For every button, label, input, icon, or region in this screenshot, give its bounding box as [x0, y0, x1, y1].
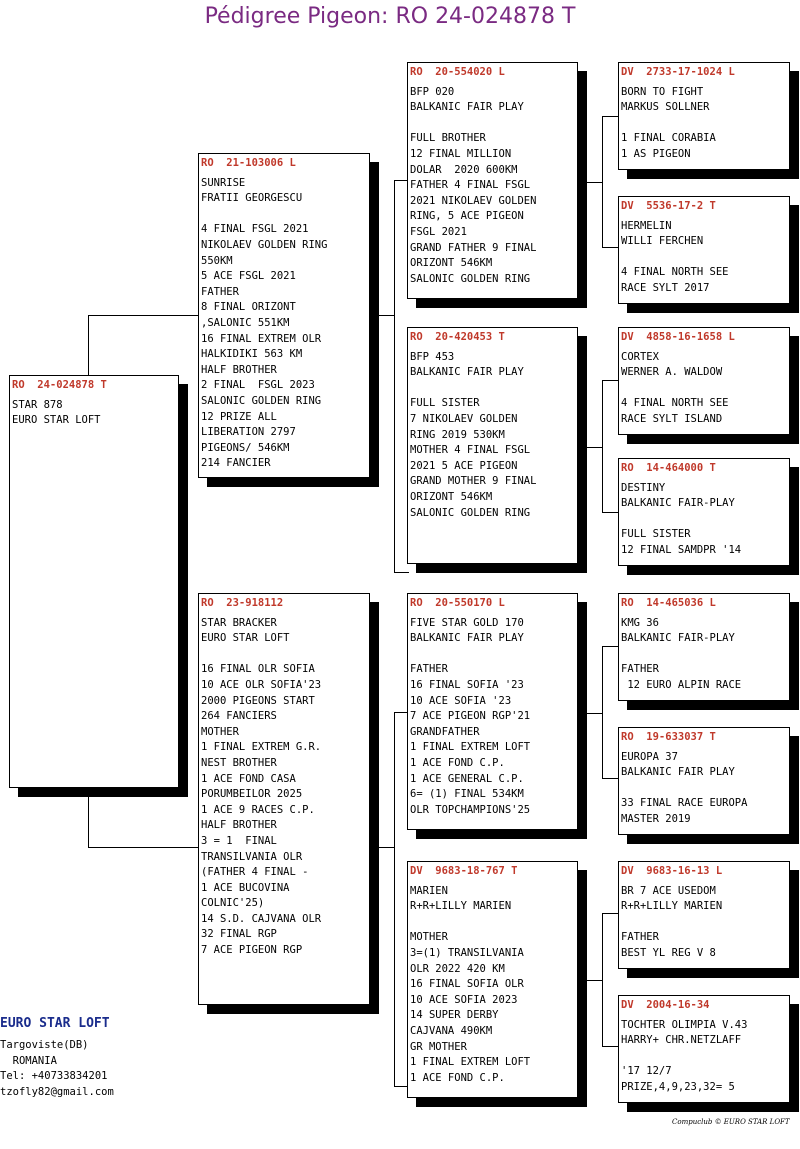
pedigree-line: CORTEX: [621, 350, 659, 363]
pedigree-line: MARKUS SOLLNER: [621, 101, 710, 114]
pedigree-line: 4 FINAL NORTH SEE: [621, 266, 729, 279]
pedigree-card-sire-dam: [407, 327, 578, 564]
pedigree-line: STAR 878: [12, 398, 63, 411]
pedigree-line: FSGL 2021: [410, 225, 467, 238]
pedigree-line: 2000 PIGEONS START: [201, 694, 315, 707]
pedigree-line: [621, 381, 787, 397]
ring-number: RO 14-464000 T: [621, 462, 716, 474]
pedigree-line: ORIZONT 546KM: [410, 490, 493, 503]
ring-number: RO 14-465036 L: [621, 597, 716, 609]
pedigree-line: FULL SISTER: [410, 397, 480, 410]
ring-number: DV 4858-16-1658 L: [621, 331, 735, 343]
ring-number: RO 19-633037 T: [621, 731, 716, 743]
pedigree-line: FULL SISTER: [621, 528, 691, 541]
pedigree-line: MARIEN: [410, 884, 448, 897]
pedigree-line: BORN TO FIGHT: [621, 85, 704, 98]
pedigree-line: [201, 207, 367, 223]
pedigree-line: [621, 915, 787, 931]
connector-line: [88, 315, 200, 316]
pedigree-line: 1 ACE BUCOVINA: [201, 881, 290, 894]
loft-country: ROMANIA: [0, 1054, 57, 1067]
pedigree-line: 10 ACE SOFIA '23: [410, 694, 512, 707]
pedigree-line: FATHER: [621, 931, 659, 944]
ring-number: DV 9683-18-767 T: [410, 865, 518, 877]
pedigree-line: FATHER: [201, 285, 239, 298]
pedigree-line: MOTHER 4 FINAL FSGL: [410, 444, 531, 457]
pedigree-line: COLNIC'25): [201, 897, 265, 910]
ring-number: RO 20-554020 L: [410, 66, 505, 78]
pedigree-line: BALKANIC FAIR-PLAY: [621, 632, 735, 645]
pedigree-line: RING, 5 ACE PIGEON: [410, 210, 524, 223]
pedigree-line: PIGEONS/ 546KM: [201, 441, 290, 454]
connector-line: [602, 913, 603, 1047]
pedigree-line: [621, 647, 787, 663]
pedigree-line: [410, 647, 575, 663]
pedigree-line: 2021 5 ACE PIGEON: [410, 459, 518, 472]
pedigree-line: (FATHER 4 FINAL -: [201, 866, 309, 879]
pedigree-line: OLR TOPCHAMPIONS'25: [410, 803, 531, 816]
pedigree-line: 7 ACE PIGEON RGP: [201, 944, 303, 957]
pedigree-line: ORIZONT 546KM: [410, 257, 493, 270]
pedigree-line: R+R+LILLY MARIEN: [621, 900, 723, 913]
pedigree-line: BEST YL REG V 8: [621, 946, 716, 959]
connector-line: [602, 646, 603, 779]
pedigree-line: MASTER 2019: [621, 812, 691, 825]
pedigree-line: RACE SYLT ISLAND: [621, 412, 723, 425]
ring-number: RO 24-024878 T: [12, 379, 107, 391]
pedigree-line: 2 FINAL FSGL 2023: [201, 379, 315, 392]
pedigree-line: HALF BROTHER: [201, 363, 277, 376]
pedigree-line: 1 ACE FOND C.P.: [410, 1071, 505, 1084]
pedigree-line: 12 EURO ALPIN RACE: [621, 678, 742, 691]
pedigree-line: 2021 NIKOLAEV GOLDEN: [410, 194, 537, 207]
pedigree-line: CAJVANA 490KM: [410, 1024, 493, 1037]
pedigree-card-sire: [198, 153, 370, 478]
pedigree-line: 4 FINAL NORTH SEE: [621, 397, 729, 410]
pedigree-line: ,SALONIC 551KM: [201, 316, 290, 329]
connector-line: [586, 980, 603, 981]
pedigree-card-sire-sire: [407, 62, 578, 299]
pedigree-line: BR 7 ACE USEDOM: [621, 884, 716, 897]
loft-email: tzofly82@gmail.com: [0, 1085, 114, 1098]
pedigree-line: FULL BROTHER: [410, 132, 486, 145]
ring-number: RO 20-420453 T: [410, 331, 505, 343]
pedigree-line: 14 SUPER DERBY: [410, 1009, 499, 1022]
pedigree-line: FATHER: [410, 663, 448, 676]
pedigree-line: SALONIC GOLDEN RING: [410, 506, 531, 519]
pedigree-line: [621, 250, 787, 266]
pedigree-line: 33 FINAL RACE EUROPA: [621, 797, 748, 810]
pedigree-line: 32 FINAL RGP: [201, 928, 277, 941]
pedigree-line: NIKOLAEV GOLDEN RING: [201, 238, 328, 251]
connector-line: [586, 713, 603, 714]
pedigree-line: 1 ACE FOND C.P.: [410, 756, 505, 769]
pedigree-line: 3=(1) TRANSILVANIA: [410, 946, 524, 959]
pedigree-line: SUNRISE: [201, 176, 246, 189]
pedigree-line: [201, 647, 367, 663]
connector-line: [378, 315, 395, 316]
pedigree-line: BALKANIC FAIR-PLAY: [621, 497, 735, 510]
pedigree-line: FATHER 4 FINAL FSGL: [410, 179, 531, 192]
pedigree-line: 12 FINAL SAMDPR '14: [621, 543, 742, 556]
pedigree-line: HERMELIN: [621, 219, 672, 232]
pedigree-card-dam-sire-dam: [618, 727, 790, 835]
pedigree-card-sire-sire-dam: [618, 196, 790, 304]
pedigree-line: BALKANIC FAIR PLAY: [410, 366, 524, 379]
connector-line: [586, 182, 603, 183]
loft-phone: Tel: +40733834201: [0, 1070, 108, 1083]
pedigree-line: DESTINY: [621, 481, 666, 494]
pedigree-line: 10 ACE SOFIA 2023: [410, 993, 518, 1006]
pedigree-line: 16 FINAL EXTREM OLR: [201, 332, 322, 345]
pedigree-line: BFP 453: [410, 350, 455, 363]
connector-line: [88, 315, 89, 377]
pedigree-line: '17 12/7: [621, 1065, 672, 1078]
pedigree-card-sire-sire-sire: [618, 62, 790, 170]
pedigree-line: MOTHER: [201, 725, 239, 738]
pedigree-line: FIVE STAR GOLD 170: [410, 616, 524, 629]
ring-number: DV 5536-17-2 T: [621, 200, 716, 212]
pedigree-card-dam-dam-sire: [618, 861, 790, 969]
pedigree-card-dam-sire-sire: [618, 593, 790, 701]
pedigree-line: 7 NIKOLAEV GOLDEN: [410, 412, 518, 425]
pedigree-line: [410, 116, 575, 132]
pedigree-line: MOTHER: [410, 931, 448, 944]
page-title: Pédigree Pigeon: RO 24-024878 T: [204, 4, 576, 29]
pedigree-card-dam-sire: [407, 593, 578, 830]
pedigree-line: FATHER: [621, 663, 659, 676]
pedigree-line: 1 FINAL EXTREM LOFT: [410, 1056, 531, 1069]
pedigree-line: 8 FINAL ORIZONT: [201, 301, 296, 314]
pedigree-line: WERNER A. WALDOW: [621, 366, 723, 379]
pedigree-line: [621, 512, 787, 528]
pedigree-line: 1 AS PIGEON: [621, 147, 691, 160]
pedigree-line: OLR 2022 420 KM: [410, 962, 505, 975]
pedigree-line: [621, 781, 787, 797]
ring-number: RO 21-103006 L: [201, 157, 296, 169]
pedigree-line: [621, 116, 787, 132]
pedigree-line: 12 FINAL MILLION: [410, 147, 512, 160]
pedigree-line: 16 FINAL OLR SOFIA: [201, 663, 315, 676]
pedigree-line: [410, 381, 575, 397]
loft-name: EURO STAR LOFT: [0, 1016, 110, 1031]
pedigree-line: BALKANIC FAIR PLAY: [410, 632, 524, 645]
pedigree-line: 214 FANCIER: [201, 457, 271, 470]
pedigree-line: EURO STAR LOFT: [201, 632, 290, 645]
pedigree-line: 6= (1) FINAL 534KM: [410, 788, 524, 801]
pedigree-card-sire-dam-dam: [618, 458, 790, 566]
connector-line: [586, 447, 603, 448]
pedigree-line: GR MOTHER: [410, 1040, 467, 1053]
pedigree-line: 550KM: [201, 254, 233, 267]
ring-number: DV 2733-17-1024 L: [621, 66, 735, 78]
pedigree-line: TOCHTER OLIMPIA V.43: [621, 1018, 748, 1031]
loft-contact: [0, 1038, 114, 1100]
pedigree-card-sire-dam-sire: [618, 327, 790, 435]
connector-line: [378, 847, 395, 848]
pedigree-card-dam: [198, 593, 370, 1005]
pedigree-line: R+R+LILLY MARIEN: [410, 900, 512, 913]
pedigree-line: STAR BRACKER: [201, 616, 277, 629]
pedigree-line: DOLAR 2020 600KM: [410, 163, 518, 176]
pedigree-line: GRANDFATHER: [410, 725, 480, 738]
pedigree-line: GRAND MOTHER 9 FINAL: [410, 475, 537, 488]
pedigree-line: HALKIDIKI 563 KM: [201, 348, 303, 361]
pedigree-line: FRATII GEORGESCU: [201, 192, 303, 205]
pedigree-line: 1 ACE 9 RACES C.P.: [201, 803, 315, 816]
pedigree-line: EUROPA 37: [621, 750, 678, 763]
pedigree-line: 264 FANCIERS: [201, 710, 277, 723]
pedigree-line: HALF BROTHER: [201, 819, 277, 832]
pedigree-line: 3 = 1 FINAL: [201, 834, 277, 847]
connector-line: [602, 380, 603, 513]
pedigree-line: BFP 020: [410, 85, 455, 98]
pedigree-line: TRANSILVANIA OLR: [201, 850, 303, 863]
pedigree-line: BALKANIC FAIR PLAY: [410, 101, 524, 114]
pedigree-line: 16 FINAL SOFIA '23: [410, 678, 524, 691]
pedigree-line: 10 ACE OLR SOFIA'23: [201, 678, 322, 691]
connector-line: [394, 572, 409, 573]
pedigree-line: SALONIC GOLDEN RING: [201, 394, 322, 407]
connector-line: [602, 116, 603, 248]
ring-number: DV 2004-16-34: [621, 999, 710, 1011]
pedigree-card-dam-dam-dam: [618, 995, 790, 1103]
pedigree-line: 4 FINAL FSGL 2021: [201, 223, 309, 236]
pedigree-line: LIBERATION 2797: [201, 426, 296, 439]
pedigree-line: 1 FINAL EXTREM LOFT: [410, 741, 531, 754]
pedigree-line: NEST BROTHER: [201, 756, 277, 769]
pedigree-line: RACE SYLT 2017: [621, 281, 710, 294]
pedigree-line: 14 S.D. CAJVANA OLR: [201, 912, 322, 925]
pedigree-line: 12 PRIZE ALL: [201, 410, 277, 423]
connector-line: [88, 788, 89, 848]
pedigree-line: RING 2019 530KM: [410, 428, 505, 441]
loft-city: Targoviste(DB): [0, 1039, 89, 1051]
ring-number: RO 23-918112: [201, 597, 284, 609]
pedigree-line: [410, 915, 575, 931]
pedigree-line: 1 FINAL CORABIA: [621, 132, 716, 145]
pedigree-card-main: [9, 375, 179, 788]
footer-credit: Compuclub © EURO STAR LOFT: [672, 1118, 790, 1126]
pedigree-line: PRIZE,4,9,23,32= 5: [621, 1080, 735, 1093]
ring-number: DV 9683-16-13 L: [621, 865, 723, 877]
pedigree-line: 7 ACE PIGEON RGP'21: [410, 710, 531, 723]
pedigree-line: 1 FINAL EXTREM G.R.: [201, 741, 322, 754]
ring-number: RO 20-550170 L: [410, 597, 505, 609]
pedigree-line: BALKANIC FAIR PLAY: [621, 766, 735, 779]
pedigree-line: KMG 36: [621, 616, 659, 629]
connector-line: [88, 847, 200, 848]
connector-line: [394, 180, 395, 573]
pedigree-line: WILLI FERCHEN: [621, 235, 704, 248]
pedigree-card-dam-dam: [407, 861, 578, 1098]
pedigree-line: GRAND FATHER 9 FINAL: [410, 241, 537, 254]
pedigree-line: [621, 1049, 787, 1065]
pedigree-line: 5 ACE FSGL 2021: [201, 270, 296, 283]
connector-line: [394, 712, 395, 1087]
pedigree-line: 1 ACE GENERAL C.P.: [410, 772, 524, 785]
pedigree-line: PORUMBEILOR 2025: [201, 788, 303, 801]
pedigree-line: SALONIC GOLDEN RING: [410, 272, 531, 285]
pedigree-line: 1 ACE FOND CASA: [201, 772, 296, 785]
pedigree-line: EURO STAR LOFT: [12, 414, 101, 427]
pedigree-line: HARRY+ CHR.NETZLAFF: [621, 1034, 742, 1047]
pedigree-line: 16 FINAL SOFIA OLR: [410, 978, 524, 991]
